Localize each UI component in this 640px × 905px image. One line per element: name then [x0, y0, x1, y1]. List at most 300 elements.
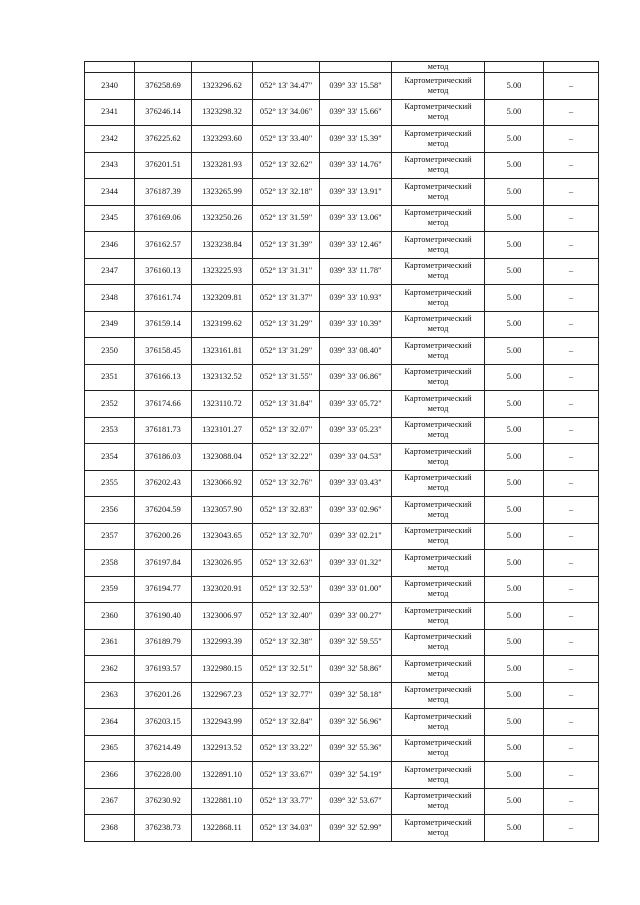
- point-number-cell: 2368: [85, 815, 135, 842]
- method-text-line2: метод: [427, 297, 449, 307]
- x-coordinate-cell: 376246.14: [135, 99, 192, 126]
- latitude-cell: 052° 13' 32.62": [253, 152, 320, 179]
- method-cell: [392, 470, 485, 497]
- method-cell: [392, 603, 485, 630]
- y-coordinate-cell: 1323161.81: [192, 338, 253, 365]
- point-number-cell: 2364: [85, 709, 135, 736]
- note-cell: –: [544, 603, 599, 630]
- longitude-cell: 039° 33' 11.78": [320, 258, 392, 285]
- method-text-line1: Картометрический: [404, 632, 472, 642]
- y-coordinate-cell: 1323238.84: [192, 232, 253, 259]
- method-cell: [392, 444, 485, 471]
- point-number-cell: 2351: [85, 364, 135, 391]
- table-cell: [485, 62, 544, 73]
- longitude-cell: 039° 33' 00.27": [320, 603, 392, 630]
- method-cell: [392, 709, 485, 736]
- x-coordinate-cell: 376214.49: [135, 735, 192, 762]
- x-coordinate-cell: 376238.73: [135, 815, 192, 842]
- method-text-line1: Картометрический: [404, 579, 472, 589]
- method-text-line1: Картометрический: [404, 367, 472, 377]
- accuracy-cell: 5.00: [485, 603, 544, 630]
- note-cell: –: [544, 735, 599, 762]
- method-cell: [392, 73, 485, 100]
- point-number-cell: 2341: [85, 99, 135, 126]
- method-cell: [392, 629, 485, 656]
- table-row: [85, 550, 599, 577]
- point-number-cell: 2350: [85, 338, 135, 365]
- table-row: [85, 126, 599, 153]
- method-cell: [392, 126, 485, 153]
- table-row: [85, 523, 599, 550]
- accuracy-cell: 5.00: [485, 735, 544, 762]
- method-text-line1: Картометрический: [404, 393, 472, 403]
- method-text-line1: Картометрический: [404, 420, 472, 430]
- y-coordinate-cell: 1323298.32: [192, 99, 253, 126]
- method-text-line1: Картометрический: [404, 605, 472, 615]
- accuracy-cell: 5.00: [485, 788, 544, 815]
- note-cell: –: [544, 444, 599, 471]
- method-text-line1: Картометрический: [404, 287, 472, 297]
- method-text-line2: метод: [427, 642, 449, 652]
- point-number-cell: 2354: [85, 444, 135, 471]
- latitude-cell: 052° 13' 32.83": [253, 497, 320, 524]
- accuracy-cell: 5.00: [485, 285, 544, 312]
- point-number-cell: 2359: [85, 576, 135, 603]
- x-coordinate-cell: 376174.66: [135, 391, 192, 418]
- point-number-cell: 2356: [85, 497, 135, 524]
- latitude-cell: 052° 13' 33.40": [253, 126, 320, 153]
- longitude-cell: 039° 33' 05.23": [320, 417, 392, 444]
- table-row: [85, 364, 599, 391]
- point-number-cell: 2344: [85, 179, 135, 206]
- longitude-cell: 039° 32' 54.19": [320, 762, 392, 789]
- note-cell: –: [544, 523, 599, 550]
- longitude-cell: 039° 33' 01.00": [320, 576, 392, 603]
- y-coordinate-cell: 1322891.10: [192, 762, 253, 789]
- table-cell: [192, 62, 253, 73]
- y-coordinate-cell: 1323132.52: [192, 364, 253, 391]
- method-cell: [392, 205, 485, 232]
- x-coordinate-cell: 376194.77: [135, 576, 192, 603]
- accuracy-cell: 5.00: [485, 470, 544, 497]
- method-text-line1: Картометрический: [404, 446, 472, 456]
- note-cell: –: [544, 709, 599, 736]
- method-cell: [392, 417, 485, 444]
- table-row: [85, 735, 599, 762]
- x-coordinate-cell: 376159.14: [135, 311, 192, 338]
- longitude-cell: 039° 32' 59.55": [320, 629, 392, 656]
- method-text-line2: метод: [427, 377, 449, 387]
- table-row: [85, 709, 599, 736]
- method-text-line1: Картометрический: [404, 685, 472, 695]
- latitude-cell: 052° 13' 33.77": [253, 788, 320, 815]
- accuracy-cell: 5.00: [485, 338, 544, 365]
- method-text-line2: метод: [427, 668, 449, 678]
- latitude-cell: 052° 13' 32.70": [253, 523, 320, 550]
- latitude-cell: 052° 13' 32.77": [253, 682, 320, 709]
- point-number-cell: 2362: [85, 656, 135, 683]
- longitude-cell: 039° 33' 02.21": [320, 523, 392, 550]
- method-cell: [392, 762, 485, 789]
- x-coordinate-cell: 376230.92: [135, 788, 192, 815]
- latitude-cell: 052° 13' 32.63": [253, 550, 320, 577]
- x-coordinate-cell: 376189.79: [135, 629, 192, 656]
- method-text-line2: метод: [427, 85, 449, 95]
- y-coordinate-cell: 1323265.99: [192, 179, 253, 206]
- method-text-line1: Картометрический: [404, 499, 472, 509]
- method-text-line1: Картометрический: [404, 261, 472, 271]
- accuracy-cell: 5.00: [485, 179, 544, 206]
- accuracy-cell: 5.00: [485, 364, 544, 391]
- method-text-line2: метод: [427, 244, 449, 254]
- method-cell: [392, 523, 485, 550]
- table-row: [85, 73, 599, 100]
- method-text-line2: метод: [427, 483, 449, 493]
- method-text-line2: метод: [427, 456, 449, 466]
- y-coordinate-cell: 1322881.10: [192, 788, 253, 815]
- table-cell: [135, 62, 192, 73]
- point-number-cell: 2365: [85, 735, 135, 762]
- x-coordinate-cell: 376228.00: [135, 762, 192, 789]
- method-text-line2: метод: [427, 721, 449, 731]
- y-coordinate-cell: 1323250.26: [192, 205, 253, 232]
- accuracy-cell: 5.00: [485, 152, 544, 179]
- latitude-cell: 052° 13' 34.06": [253, 99, 320, 126]
- longitude-cell: 039° 33' 01.32": [320, 550, 392, 577]
- table-row: [85, 152, 599, 179]
- x-coordinate-cell: 376187.39: [135, 179, 192, 206]
- y-coordinate-cell: 1323026.95: [192, 550, 253, 577]
- latitude-cell: 052° 13' 31.29": [253, 311, 320, 338]
- point-number-cell: 2342: [85, 126, 135, 153]
- method-text-line1: Картометрический: [404, 314, 472, 324]
- y-coordinate-cell: 1322967.23: [192, 682, 253, 709]
- method-text-line2: метод: [427, 403, 449, 413]
- latitude-cell: 052° 13' 31.31": [253, 258, 320, 285]
- table-row: [85, 576, 599, 603]
- latitude-cell: 052° 13' 32.76": [253, 470, 320, 497]
- point-number-cell: 2366: [85, 762, 135, 789]
- table-row: [85, 656, 599, 683]
- table-row: [85, 99, 599, 126]
- latitude-cell: 052° 13' 33.22": [253, 735, 320, 762]
- latitude-cell: 052° 13' 33.67": [253, 762, 320, 789]
- method-text-line1: Картометрический: [404, 75, 472, 85]
- table-cell: [320, 62, 392, 73]
- table-row: [85, 788, 599, 815]
- latitude-cell: 052° 13' 34.03": [253, 815, 320, 842]
- longitude-cell: 039° 32' 58.18": [320, 682, 392, 709]
- method-text-line2: метод: [427, 218, 449, 228]
- y-coordinate-cell: 1323296.62: [192, 73, 253, 100]
- method-cell: [392, 152, 485, 179]
- latitude-cell: 052° 13' 31.59": [253, 205, 320, 232]
- method-text-line1: Картометрический: [404, 738, 472, 748]
- y-coordinate-cell: 1323209.81: [192, 285, 253, 312]
- method-text-line1: Картометрический: [404, 102, 472, 112]
- x-coordinate-cell: 376186.03: [135, 444, 192, 471]
- method-text-line2: метод: [427, 748, 449, 758]
- method-cell: [392, 576, 485, 603]
- point-number-cell: 2348: [85, 285, 135, 312]
- table-row: [85, 338, 599, 365]
- note-cell: –: [544, 73, 599, 100]
- method-text-line2: метод: [427, 112, 449, 122]
- note-cell: –: [544, 391, 599, 418]
- method-text-line1: Картометрический: [404, 181, 472, 191]
- accuracy-cell: 5.00: [485, 126, 544, 153]
- note-cell: –: [544, 126, 599, 153]
- x-coordinate-cell: 376204.59: [135, 497, 192, 524]
- longitude-cell: 039° 33' 15.66": [320, 99, 392, 126]
- method-cell: [392, 788, 485, 815]
- point-number-cell: 2360: [85, 603, 135, 630]
- accuracy-cell: 5.00: [485, 682, 544, 709]
- method-text-line1: Картометрический: [404, 764, 472, 774]
- longitude-cell: 039° 33' 10.93": [320, 285, 392, 312]
- x-coordinate-cell: 376203.15: [135, 709, 192, 736]
- longitude-cell: 039° 33' 13.06": [320, 205, 392, 232]
- longitude-cell: 039° 33' 06.86": [320, 364, 392, 391]
- x-coordinate-cell: 376225.62: [135, 126, 192, 153]
- longitude-cell: 039° 32' 53.67": [320, 788, 392, 815]
- y-coordinate-cell: 1322868.11: [192, 815, 253, 842]
- note-cell: –: [544, 205, 599, 232]
- accuracy-cell: 5.00: [485, 417, 544, 444]
- longitude-cell: 039° 33' 04.53": [320, 444, 392, 471]
- method-text-line1: Картометрический: [404, 155, 472, 165]
- y-coordinate-cell: 1322980.15: [192, 656, 253, 683]
- table-cell: [85, 62, 135, 73]
- method-text-line1: Картометрический: [404, 658, 472, 668]
- y-coordinate-cell: 1323281.93: [192, 152, 253, 179]
- point-number-cell: 2361: [85, 629, 135, 656]
- y-coordinate-cell: 1323006.97: [192, 603, 253, 630]
- longitude-cell: 039° 32' 56.96": [320, 709, 392, 736]
- table-row: [85, 311, 599, 338]
- method-cell: [392, 550, 485, 577]
- table-body: [85, 62, 599, 842]
- accuracy-cell: 5.00: [485, 709, 544, 736]
- longitude-cell: 039° 33' 03.43": [320, 470, 392, 497]
- accuracy-cell: 5.00: [485, 550, 544, 577]
- method-cell: [392, 285, 485, 312]
- method-text-line2: метод: [427, 589, 449, 599]
- longitude-cell: 039° 33' 15.58": [320, 73, 392, 100]
- longitude-cell: 039° 33' 05.72": [320, 391, 392, 418]
- method-text-line2: метод: [427, 138, 449, 148]
- accuracy-cell: 5.00: [485, 99, 544, 126]
- accuracy-cell: 5.00: [485, 762, 544, 789]
- y-coordinate-cell: 1323057.90: [192, 497, 253, 524]
- longitude-cell: 039° 32' 55.36": [320, 735, 392, 762]
- method-text-line1: Картометрический: [404, 208, 472, 218]
- y-coordinate-cell: 1323199.62: [192, 311, 253, 338]
- latitude-cell: 052° 13' 32.18": [253, 179, 320, 206]
- point-number-cell: 2358: [85, 550, 135, 577]
- longitude-cell: 039° 33' 02.96": [320, 497, 392, 524]
- method-cell: [392, 232, 485, 259]
- x-coordinate-cell: 376202.43: [135, 470, 192, 497]
- point-number-cell: 2340: [85, 73, 135, 100]
- method-text-line1: Картометрический: [404, 340, 472, 350]
- coordinates-table: [84, 61, 599, 842]
- table-row: [85, 205, 599, 232]
- latitude-cell: 052° 13' 32.40": [253, 603, 320, 630]
- y-coordinate-cell: 1323101.27: [192, 417, 253, 444]
- x-coordinate-cell: 376160.13: [135, 258, 192, 285]
- table-row: [85, 285, 599, 312]
- accuracy-cell: 5.00: [485, 497, 544, 524]
- table-row: [85, 391, 599, 418]
- accuracy-cell: 5.00: [485, 232, 544, 259]
- latitude-cell: 052° 13' 31.37": [253, 285, 320, 312]
- method-cell: [392, 497, 485, 524]
- x-coordinate-cell: 376258.69: [135, 73, 192, 100]
- latitude-cell: 052° 13' 31.84": [253, 391, 320, 418]
- note-cell: –: [544, 656, 599, 683]
- point-number-cell: 2346: [85, 232, 135, 259]
- method-text-line2: метод: [427, 536, 449, 546]
- latitude-cell: 052° 13' 32.84": [253, 709, 320, 736]
- method-text-line1: Картометрический: [404, 473, 472, 483]
- method-cell: [392, 99, 485, 126]
- note-cell: –: [544, 497, 599, 524]
- method-cell: [392, 258, 485, 285]
- table-row: [85, 497, 599, 524]
- note-cell: –: [544, 311, 599, 338]
- point-number-cell: 2347: [85, 258, 135, 285]
- accuracy-cell: 5.00: [485, 523, 544, 550]
- method-text-line2: метод: [427, 615, 449, 625]
- x-coordinate-cell: 376197.84: [135, 550, 192, 577]
- x-coordinate-cell: 376169.06: [135, 205, 192, 232]
- accuracy-cell: 5.00: [485, 576, 544, 603]
- x-coordinate-cell: 376181.73: [135, 417, 192, 444]
- method-text-line1: Картометрический: [404, 552, 472, 562]
- y-coordinate-cell: 1323110.72: [192, 391, 253, 418]
- accuracy-cell: 5.00: [485, 444, 544, 471]
- method-text-line2: метод: [427, 324, 449, 334]
- method-text-line1: Картометрический: [404, 711, 472, 721]
- method-text-line1: Картометрический: [404, 817, 472, 827]
- table-row: [85, 603, 599, 630]
- method-text-line1: Картометрический: [404, 234, 472, 244]
- longitude-cell: 039° 33' 13.91": [320, 179, 392, 206]
- accuracy-cell: 5.00: [485, 205, 544, 232]
- table-row: [85, 232, 599, 259]
- method-text-line2: метод: [427, 827, 449, 837]
- longitude-cell: 039° 32' 52.99": [320, 815, 392, 842]
- point-number-cell: 2352: [85, 391, 135, 418]
- note-cell: –: [544, 99, 599, 126]
- y-coordinate-cell: 1323293.60: [192, 126, 253, 153]
- accuracy-cell: 5.00: [485, 391, 544, 418]
- latitude-cell: 052° 13' 31.55": [253, 364, 320, 391]
- y-coordinate-cell: 1323066.92: [192, 470, 253, 497]
- method-text-line2: метод: [427, 695, 449, 705]
- x-coordinate-cell: 376201.26: [135, 682, 192, 709]
- note-cell: –: [544, 258, 599, 285]
- point-number-cell: 2353: [85, 417, 135, 444]
- table-cell: [253, 62, 320, 73]
- method-cell: [392, 364, 485, 391]
- table-row: [85, 258, 599, 285]
- note-cell: –: [544, 417, 599, 444]
- table-row: [85, 179, 599, 206]
- latitude-cell: 052° 13' 32.22": [253, 444, 320, 471]
- note-cell: –: [544, 815, 599, 842]
- x-coordinate-cell: 376190.40: [135, 603, 192, 630]
- table-row-top: [85, 62, 599, 73]
- method-cell: [392, 338, 485, 365]
- y-coordinate-cell: 1322943.99: [192, 709, 253, 736]
- note-cell: –: [544, 179, 599, 206]
- note-cell: –: [544, 152, 599, 179]
- point-number-cell: 2343: [85, 152, 135, 179]
- accuracy-cell: 5.00: [485, 258, 544, 285]
- y-coordinate-cell: 1323020.91: [192, 576, 253, 603]
- point-number-cell: 2357: [85, 523, 135, 550]
- longitude-cell: 039° 33' 15.39": [320, 126, 392, 153]
- note-cell: –: [544, 232, 599, 259]
- method-text-line2: метод: [427, 774, 449, 784]
- note-cell: –: [544, 285, 599, 312]
- table-row: [85, 682, 599, 709]
- accuracy-cell: 5.00: [485, 311, 544, 338]
- note-cell: –: [544, 762, 599, 789]
- method-cell: [392, 656, 485, 683]
- x-coordinate-cell: 376166.13: [135, 364, 192, 391]
- x-coordinate-cell: 376162.57: [135, 232, 192, 259]
- method-text-line2: метод: [427, 509, 449, 519]
- method-text-line2: метод: [427, 350, 449, 360]
- latitude-cell: 052° 13' 32.38": [253, 629, 320, 656]
- note-cell: –: [544, 629, 599, 656]
- table-row: [85, 815, 599, 842]
- latitude-cell: 052° 13' 34.47": [253, 73, 320, 100]
- y-coordinate-cell: 1323043.65: [192, 523, 253, 550]
- note-cell: –: [544, 682, 599, 709]
- method-text-line2: метод: [427, 165, 449, 175]
- accuracy-cell: 5.00: [485, 73, 544, 100]
- method-text-line1: Картометрический: [404, 791, 472, 801]
- x-coordinate-cell: 376200.26: [135, 523, 192, 550]
- longitude-cell: 039° 33' 14.76": [320, 152, 392, 179]
- table-row: [85, 444, 599, 471]
- table-cell: метод: [392, 62, 485, 73]
- note-cell: –: [544, 576, 599, 603]
- method-text-line2: метод: [427, 801, 449, 811]
- point-number-cell: 2349: [85, 311, 135, 338]
- y-coordinate-cell: 1322913.52: [192, 735, 253, 762]
- note-cell: –: [544, 338, 599, 365]
- longitude-cell: 039° 32' 58.86": [320, 656, 392, 683]
- point-number-cell: 2363: [85, 682, 135, 709]
- y-coordinate-cell: 1323088.04: [192, 444, 253, 471]
- note-cell: –: [544, 364, 599, 391]
- latitude-cell: 052° 13' 31.29": [253, 338, 320, 365]
- method-text-line2: метод: [427, 562, 449, 572]
- latitude-cell: 052° 13' 32.53": [253, 576, 320, 603]
- x-coordinate-cell: 376201.51: [135, 152, 192, 179]
- method-text-line1: Картометрический: [404, 128, 472, 138]
- accuracy-cell: 5.00: [485, 815, 544, 842]
- point-number-cell: 2355: [85, 470, 135, 497]
- method-cell: [392, 735, 485, 762]
- accuracy-cell: 5.00: [485, 629, 544, 656]
- latitude-cell: 052° 13' 32.07": [253, 417, 320, 444]
